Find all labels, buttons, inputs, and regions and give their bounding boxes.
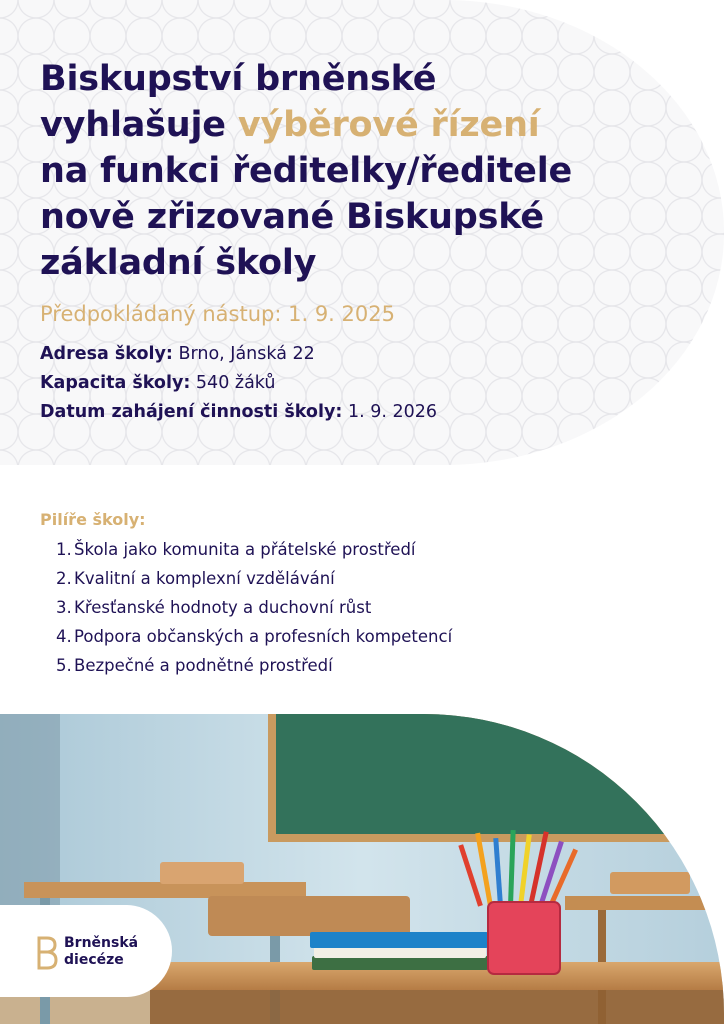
- logo-text: [64, 935, 138, 969]
- title-line-2: [40, 102, 700, 148]
- title-highlight: výběrové řízení: [237, 105, 540, 145]
- list-item: [56, 535, 452, 564]
- list-text: Škola jako komunita a přátelské prostředí: [74, 540, 416, 559]
- list-text: Křesťanské hodnoty a duchovní růst: [74, 598, 372, 617]
- info-opening-date: [40, 398, 437, 427]
- title-line-3: na funkci ředitelky/ředitele: [40, 151, 573, 191]
- list-number: 1.: [56, 540, 72, 559]
- list-text: Bezpečné a podnětné prostředí: [74, 656, 333, 675]
- info-label: Adresa školy:: [40, 344, 173, 364]
- start-date: Předpokládaný nástup: 1. 9. 2025: [40, 302, 395, 326]
- logo-line-2: diecéze: [64, 952, 124, 968]
- pillars-heading: Pilíře školy:: [40, 510, 146, 529]
- chalkboard-sheen: [276, 714, 724, 834]
- info-address: [40, 340, 437, 369]
- chair-back: [208, 896, 410, 936]
- side-desk: [565, 896, 724, 910]
- list-item: [56, 651, 452, 680]
- info-label: Datum zahájení činnosti školy:: [40, 402, 343, 422]
- list-item: [56, 564, 452, 593]
- info-capacity: [40, 369, 437, 398]
- list-number: 3.: [56, 598, 72, 617]
- title-line-5: základní školy: [40, 243, 317, 283]
- title-line-4: nově zřizované Biskupské: [40, 197, 544, 237]
- pencil-holder: [488, 902, 560, 974]
- page-title: [40, 56, 700, 286]
- pillars-list: [56, 535, 452, 680]
- info-value: 1. 9. 2026: [342, 402, 437, 422]
- chair-back: [160, 862, 244, 884]
- info-value: 540 žáků: [190, 373, 276, 393]
- front-desk-edge: [150, 990, 724, 1024]
- school-info: [40, 340, 437, 427]
- title-line-1: Biskupství brněnské: [40, 59, 437, 99]
- diocese-mark-icon: [36, 936, 58, 970]
- list-number: 2.: [56, 569, 72, 588]
- list-number: 4.: [56, 627, 72, 646]
- list-text: Podpora občanských a profesních kompetencí: [74, 627, 453, 646]
- list-text: Kvalitní a komplexní vzdělávání: [74, 569, 335, 588]
- diocese-logo: [0, 905, 172, 997]
- list-item: [56, 593, 452, 622]
- book: [312, 956, 488, 970]
- title-line-2-start: vyhlašuje: [40, 105, 238, 145]
- info-label: Kapacita školy:: [40, 373, 191, 393]
- list-number: 5.: [56, 656, 72, 675]
- chair-back: [610, 872, 690, 894]
- info-value: Brno, Jánská 22: [172, 344, 315, 364]
- book: [310, 932, 488, 948]
- list-item: [56, 622, 452, 651]
- back-desk: [24, 882, 306, 898]
- logo-line-1: Brněnská: [64, 935, 139, 951]
